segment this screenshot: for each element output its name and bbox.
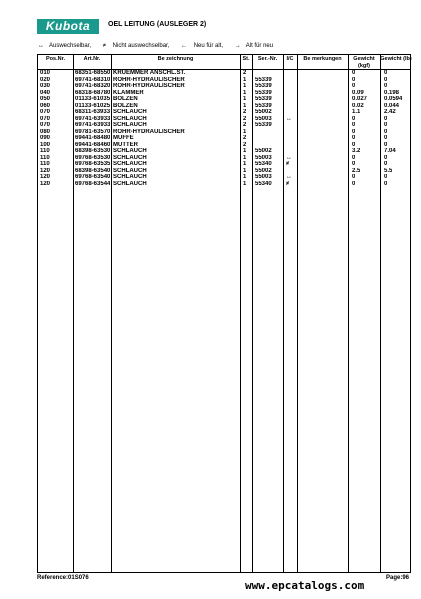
cell-kgf: 0	[352, 83, 356, 89]
cell-art: 68398-63530	[75, 148, 111, 154]
col-header-ser: Ser.-Nr.	[257, 56, 278, 62]
cell-art: 69441-68460	[75, 141, 111, 148]
cell-ser: 55003	[255, 174, 272, 180]
cell-kgf: 0	[352, 76, 356, 83]
cell-ser: 55002	[255, 167, 272, 174]
cell-bez: SCHLAUCH	[113, 161, 147, 167]
cell-lb: 0	[384, 115, 388, 122]
cell-kgf: 0	[352, 128, 356, 135]
page-title: OEL LEITUNG (AUSLEGER 2)	[108, 21, 207, 28]
cell-st: 1	[243, 128, 247, 135]
reference-text: Reference:01S076	[37, 575, 89, 581]
cell-kgf: 0.09	[352, 89, 364, 96]
cell-ser: 55002	[255, 109, 272, 115]
cell-lb: 0	[384, 76, 388, 83]
cell-st: 1	[243, 89, 247, 96]
cell-bez: SCHLAUCH	[113, 122, 147, 128]
cell-art: 68311-63933	[75, 109, 111, 115]
cell-lb: 0	[384, 83, 388, 89]
cell-kgf: 1.1	[352, 109, 361, 115]
cell-kgf: 0	[352, 115, 356, 122]
cell-st: 2	[243, 70, 247, 76]
legend-item: ← Neu für alt,	[181, 43, 224, 49]
cell-pos: 010	[40, 70, 51, 76]
cell-bez: SCHLAUCH	[113, 180, 147, 187]
cell-st: 1	[243, 167, 247, 174]
cell-st: 1	[243, 76, 247, 83]
cell-lb: 0	[384, 141, 388, 148]
cell-art: 68318-68780	[75, 89, 111, 96]
legend-item: ↔ Auswechselbar,	[38, 43, 92, 49]
cell-ser: 55339	[255, 83, 272, 89]
cell-bez: MUTTER	[113, 141, 138, 148]
cell-bez: ROHR-HYDRAULISCHER	[113, 128, 185, 135]
cell-pos: 060	[40, 102, 51, 109]
cell-st: 2	[243, 135, 247, 141]
legend-item: → Alt für neu	[234, 43, 274, 49]
cell-ser: 55003	[255, 154, 272, 161]
cell-lb: 0	[384, 70, 388, 76]
cell-pos: 100	[40, 141, 51, 148]
cell-bez: SCHLAUCH	[113, 109, 147, 115]
cell-kgf: 0	[352, 141, 356, 148]
cell-pos: 120	[40, 180, 51, 187]
cell-art: 68351-68550	[75, 70, 111, 76]
cell-lb: 0.198	[384, 89, 400, 96]
cell-ser: 55340	[255, 180, 272, 187]
table-row	[38, 181, 410, 188]
cell-art: 69768-63540	[75, 174, 111, 180]
cell-pos: 050	[40, 96, 51, 102]
cell-pos: 080	[40, 128, 51, 135]
cell-lb: 0.0594	[384, 96, 403, 102]
cell-art: 69741-63933	[75, 115, 111, 122]
cell-kgf: 0	[352, 70, 356, 76]
cell-ser: 55002	[255, 148, 272, 154]
col-header-bezeichnung: Be zeichnung	[157, 56, 194, 62]
cell-st: 1	[243, 96, 247, 102]
cell-bez: BOLZEN	[113, 96, 138, 102]
cell-bez: KLAMMER	[113, 89, 144, 96]
cell-art: 69741-68320	[75, 83, 111, 89]
cell-kgf: 3.2	[352, 148, 361, 154]
cell-pos: 070	[40, 115, 51, 122]
cell-bez: SCHLAUCH	[113, 167, 147, 174]
cell-ser: 55339	[255, 96, 272, 102]
cell-kgf: 0.02	[352, 102, 364, 109]
cell-ser: 55003	[255, 115, 272, 122]
cell-art: 69741-63933	[75, 122, 111, 128]
col-header-bemerkungen: Be merkungen	[303, 56, 342, 62]
cell-pos: 120	[40, 174, 51, 180]
cell-kgf: 0	[352, 180, 356, 187]
cell-st: 1	[243, 161, 247, 167]
kubota-logo: Kubota	[37, 19, 99, 34]
cell-bez: SCHLAUCH	[113, 148, 147, 154]
cell-kgf: 0	[352, 174, 356, 180]
cell-bez: ROHR-HYDRAULISCHER	[113, 83, 185, 89]
col-header-art: Art.Nr.	[83, 56, 101, 62]
col-header-kgf: Gewicht (kgf)	[353, 56, 375, 69]
cell-art: 69781-63570	[75, 128, 111, 135]
cell-bez: KRUEMMER ANSCHL.ST.	[113, 70, 186, 76]
cell-art: 01133-61035	[75, 96, 111, 102]
cell-st: 1	[243, 102, 247, 109]
cell-kgf: 0.027	[352, 96, 368, 102]
cell-pos: 030	[40, 83, 51, 89]
cell-st: 1	[243, 180, 247, 187]
cell-art: 69768-63544	[75, 180, 111, 187]
cell-ser: 55339	[255, 102, 272, 109]
interchangeability-legend	[38, 43, 283, 49]
cell-st: 2	[243, 115, 247, 122]
cell-lb: 0	[384, 128, 388, 135]
parts-table	[37, 54, 411, 573]
cell-ic: ↔	[286, 115, 292, 122]
cell-art: 69741-68310	[75, 76, 111, 83]
cell-kgf: 2.5	[352, 167, 361, 174]
cell-kgf: 0	[352, 135, 356, 141]
cell-ic: ↔	[286, 154, 292, 161]
cell-lb: 0.044	[384, 102, 400, 109]
cell-lb: 0	[384, 154, 388, 161]
cell-lb: 7.04	[384, 148, 396, 154]
cell-kgf: 0	[352, 161, 356, 167]
cell-pos: 120	[40, 167, 51, 174]
cell-st: 1	[243, 83, 247, 89]
cell-pos: 040	[40, 89, 51, 96]
cell-st: 2	[243, 141, 247, 148]
cell-bez: BOLZEN	[113, 102, 138, 109]
cell-lb: 0	[384, 180, 388, 187]
cell-bez: SCHLAUCH	[113, 115, 147, 122]
cell-lb: 0	[384, 174, 388, 180]
cell-kgf: 0	[352, 122, 356, 128]
cell-pos: 110	[40, 154, 50, 161]
cell-lb: 0	[384, 161, 388, 167]
cell-st: 2	[243, 109, 247, 115]
cell-ic: ↔	[286, 174, 292, 180]
cell-art: 69768-63530	[75, 154, 111, 161]
cell-pos: 090	[40, 135, 51, 141]
cell-lb: 0	[384, 122, 388, 128]
cell-pos: 070	[40, 109, 51, 115]
cell-pos: 110	[40, 161, 50, 167]
cell-art: 69441-68480	[75, 135, 111, 141]
cell-art: 68398-63540	[75, 167, 111, 174]
col-header-ic: I/C	[286, 56, 294, 62]
legend-item: ≠ Nicht auswechselbar,	[102, 43, 170, 49]
cell-art: 01133-61025	[75, 102, 111, 109]
cell-lb: 5.5	[384, 167, 393, 174]
col-header-lb: Gewicht (lb)	[380, 56, 412, 62]
col-header-pos: Pos.Nr.	[46, 56, 65, 62]
cell-bez: MUFFE	[113, 135, 134, 141]
cell-bez: SCHLAUCH	[113, 174, 147, 180]
col-header-st: St.	[242, 56, 250, 62]
cell-kgf: 0	[352, 154, 356, 161]
cell-art: 69768-63535	[75, 161, 111, 167]
cell-st: 1	[243, 148, 247, 154]
cell-bez: SCHLAUCH	[113, 154, 147, 161]
cell-pos: 070	[40, 122, 51, 128]
cell-pos: 110	[40, 148, 50, 154]
cell-lb: 2.42	[384, 109, 396, 115]
cell-bez: ROHR-HYDRAULISCHER	[113, 76, 185, 83]
page-number: Page:96	[385, 575, 409, 581]
cell-st: 1	[243, 174, 247, 180]
cell-pos: 020	[40, 76, 51, 83]
cell-ser: 55339	[255, 122, 272, 128]
cell-ser: 55339	[255, 89, 272, 96]
cell-ic: ≠	[286, 180, 290, 187]
cell-st: 2	[243, 122, 247, 128]
cell-ic: ≠	[286, 161, 290, 167]
cell-st: 1	[243, 154, 247, 161]
cell-ser: 55340	[255, 161, 272, 167]
cell-lb: 0	[384, 135, 388, 141]
watermark: www.epcatalogs.com	[245, 579, 365, 592]
cell-ser: 55339	[255, 76, 272, 83]
